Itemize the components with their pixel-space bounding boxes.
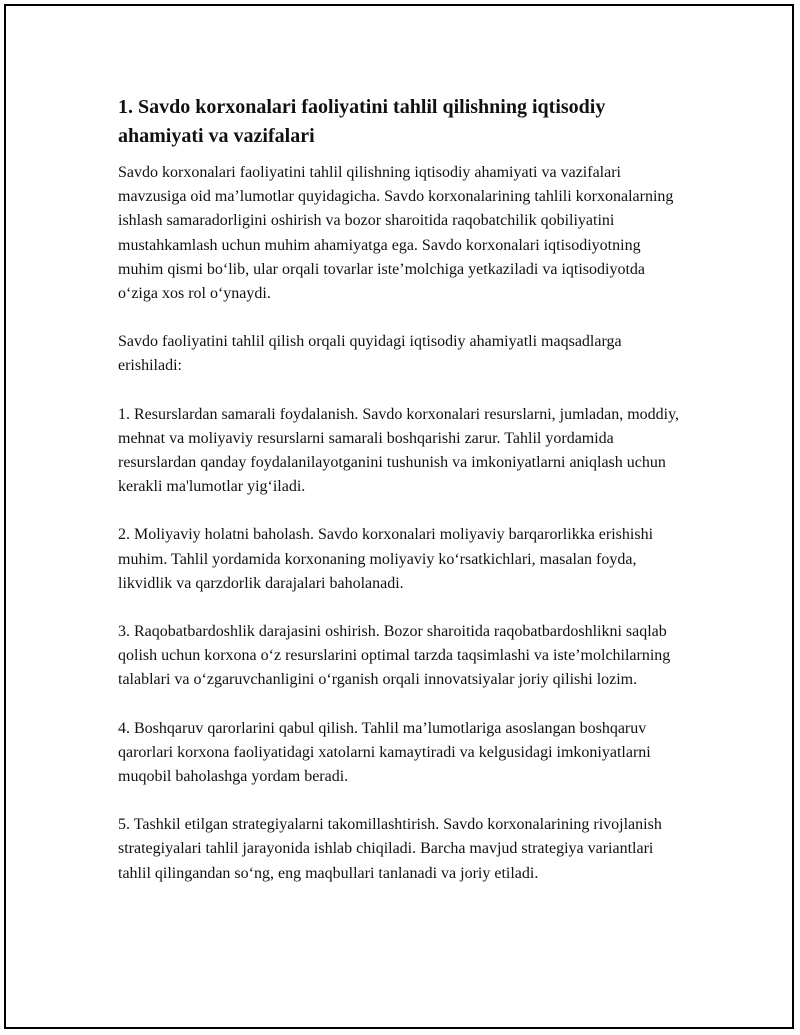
paragraph-item-1: 1. Resurslardan samarali foydalanish. Savdo korxonalari resurslarni, jumladan, moddiy, mehnat va moliyaviy resurslarni samarali boshqarishi zarur. Tahlil yordamida resurslardan qanday foydalanilayotganini tushunish va imkoniyatlarni aniqlash uchun kerakli ma'lumotlar yigʻiladi. (118, 405, 680, 496)
paragraph-intro: Savdo korxonalari faoliyatini tahlil qilishning iqtisodiy ahamiyati va vazifalari mavzusiga oid ma’lumotlar quyidagicha. Savdo korxonalarining tahlili korxonalarning ishlash samaradorligini oshirish va bozor sharoitida raqobatchilik qobiliyatini mustahkamlash uchun muhim ahamiyatga ega. Savdo korxonalari iqtisodiyotning muhim qismi boʻlib, ular orqali tovarlar iste’molchiga yetkaziladi va iqtisodiyotda oʻziga xos rol oʻynaydi. (118, 164, 674, 303)
section-heading: 1. Savdo korxonalari faoliyatini tahlil qilishning iqtisodiy ahamiyati va vazifalari (118, 96, 606, 147)
paragraph-item-4: 4. Boshqaruv qarorlarini qabul qilish. Tahlil ma’lumotlariga asoslangan boshqaruv qarorlari korxona faoliyatidagi xatolarni kamaytiradi va kelgusidagi imkoniyatlarni muqobil baholashga yordam beradi. (118, 719, 651, 786)
paragraph-goals-lead: Savdo faoliyatini tahlil qilish orqali quyidagi iqtisodiy ahamiyatli maqsadlarga erishiladi: (118, 333, 622, 375)
document-body (118, 93, 688, 910)
paragraph-item-3: 3. Raqobatbardoshlik darajasini oshirish. Bozor sharoitida raqobatbardoshlikni saqlab qolish uchun korxona oʻz resurslarini optimal tarzda taqsimlashi va iste’molchilarning talablari va oʻzgaruvchanligini oʻrganish orqali innovatsiyalar joriy qilishi lozim. (118, 623, 671, 689)
paragraph-item-2: 2. Moliyaviy holatni baholash. Savdo korxonalari moliyaviy barqarorlikka erishishi muhim. Tahlil yordamida korxonaning moliyaviy koʻrsatkichlari, masalan foyda, likvidlik va qarzdorlik darajalari baholanadi. (118, 526, 654, 592)
paragraph-item-5: 5. Tashkil etilgan strategiyalarni takomillashtirish. Savdo korxonalarining rivojlanish strategiyalari tahlil jarayonida ishlab chiqiladi. Barcha mavjud strategiya variantlari tahlil qilingandan soʻng, eng maqbullari tanlanadi va joriy etiladi. (118, 816, 662, 882)
